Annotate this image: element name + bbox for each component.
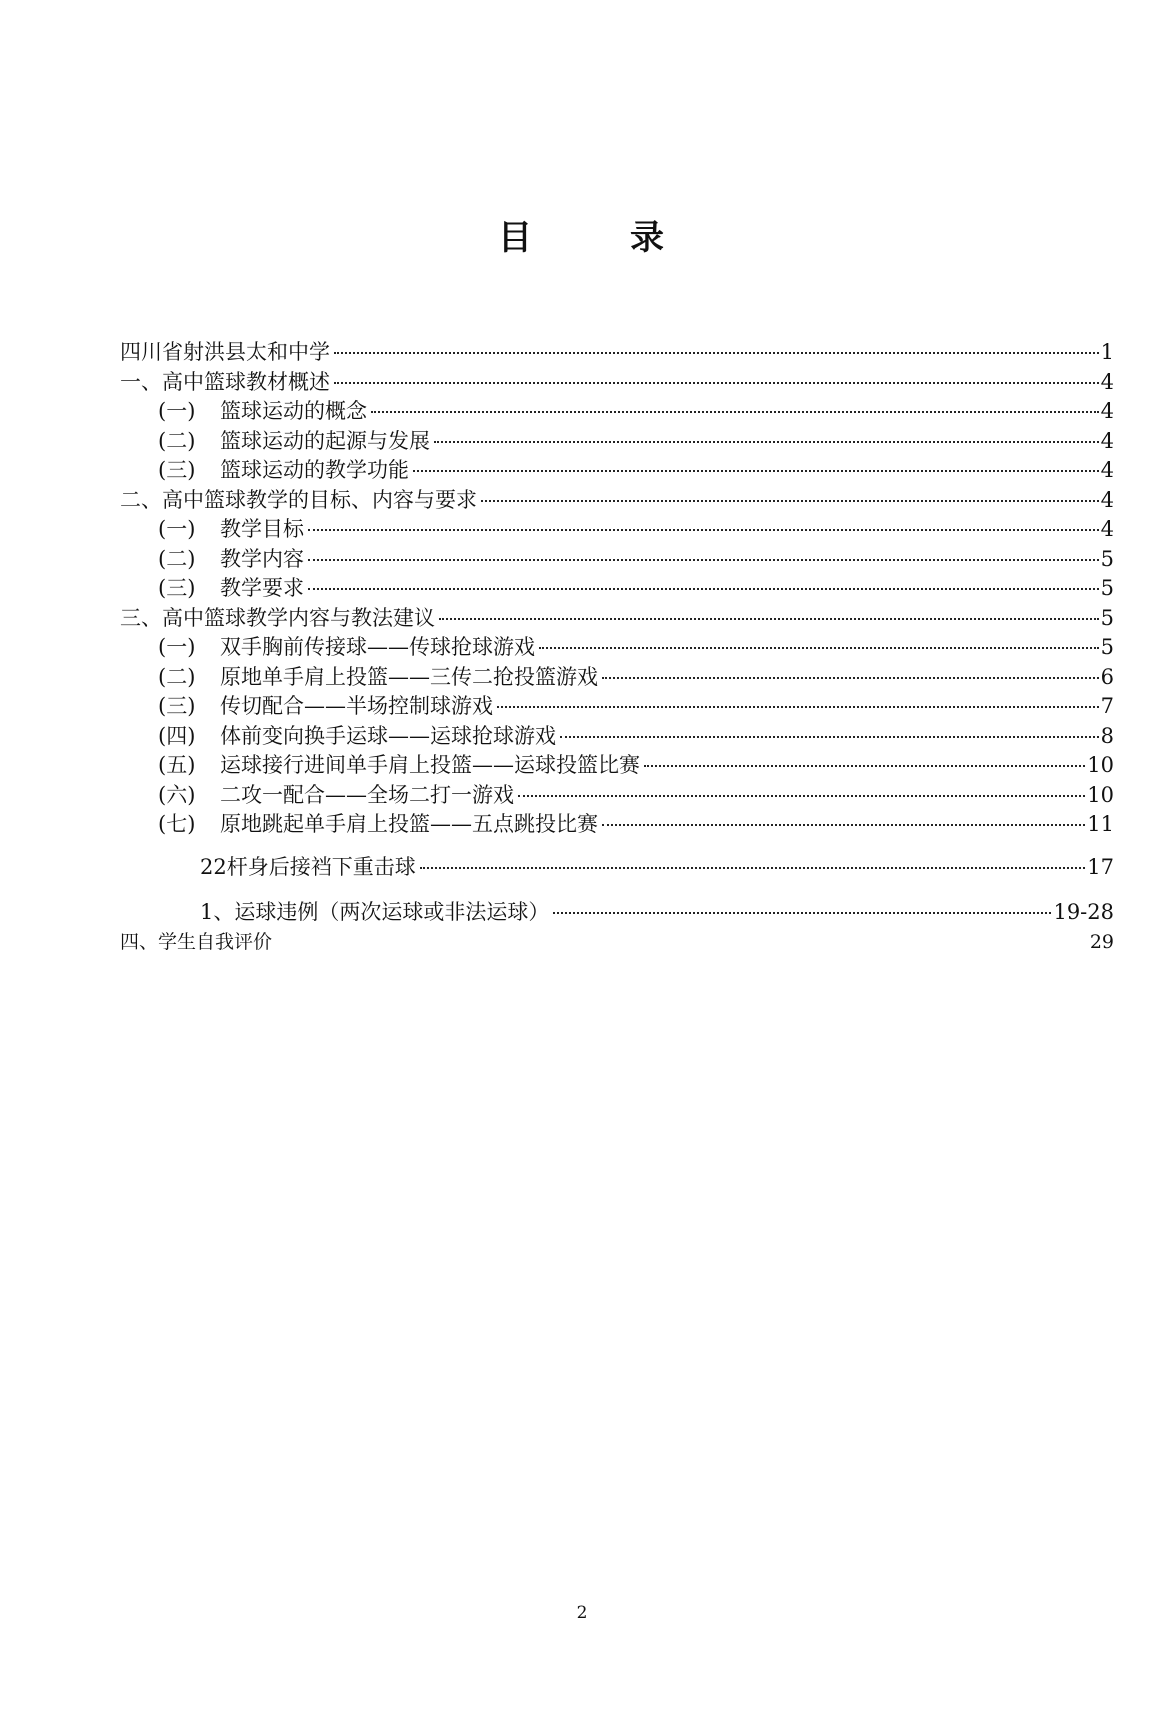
toc-dot-leader	[644, 765, 1085, 767]
toc-entry-page: 29	[1089, 931, 1114, 953]
toc-entry-page: 7	[1100, 694, 1114, 718]
toc-entry-page: 5	[1100, 606, 1114, 630]
toc-entry[interactable]	[120, 486, 1114, 514]
toc-entry-number: (七)	[158, 812, 196, 836]
toc-entry[interactable]	[200, 898, 1114, 926]
toc-entry[interactable]	[158, 692, 1114, 720]
toc-entry-page: 5	[1100, 547, 1114, 571]
toc-entry-page: 17	[1087, 855, 1114, 879]
toc-entry[interactable]	[158, 663, 1114, 691]
toc-entry-page: 5	[1100, 635, 1114, 659]
toc-dot-leader	[371, 411, 1099, 413]
toc-dot-leader	[553, 912, 1051, 914]
page-number: 2	[576, 1603, 588, 1623]
toc-dot-leader	[518, 795, 1085, 797]
toc-entry-text: 二攻一配合——全场二打一游戏	[220, 783, 514, 807]
title-char-1: 目	[498, 218, 534, 258]
toc-entry-text: 篮球运动的教学功能	[220, 458, 409, 482]
toc-entry-text: 运球接行进间单手肩上投篮——运球投篮比赛	[220, 753, 640, 777]
toc-entry-page: 11	[1087, 812, 1114, 836]
toc-entry-text: 教学要求	[220, 576, 304, 600]
toc-entry-text: 三、高中篮球教学内容与教法建议	[120, 606, 435, 630]
toc-entry[interactable]	[158, 574, 1114, 602]
toc-dot-leader	[420, 867, 1086, 869]
toc-entry[interactable]	[120, 368, 1114, 396]
toc-dot-leader	[334, 382, 1099, 384]
toc-entry-page: 4	[1100, 517, 1114, 541]
toc-entry-number: (二)	[158, 547, 196, 571]
toc-entry-text: 1、运球违例（两次运球或非法运球）	[200, 900, 550, 924]
toc-entry[interactable]	[158, 397, 1114, 425]
toc-entry-text: 二、高中篮球教学的目标、内容与要求	[120, 488, 477, 512]
toc-entry-number: (一)	[158, 635, 196, 659]
toc-entry-page: 8	[1100, 724, 1114, 748]
toc-dot-leader	[481, 500, 1099, 502]
toc-entry-text: 四川省射洪县太和中学	[120, 340, 330, 364]
toc-dot-leader	[560, 736, 1099, 738]
toc-entry-page: 10	[1087, 783, 1114, 807]
toc-entry-page: 4	[1100, 488, 1114, 512]
toc-entry-text: 22杆身后接裆下重击球	[200, 855, 416, 879]
toc-entry[interactable]	[200, 853, 1114, 881]
toc-dot-leader	[308, 588, 1099, 590]
toc-entry[interactable]	[158, 751, 1114, 779]
toc-entry-page: 4	[1100, 370, 1114, 394]
toc-entry[interactable]	[158, 633, 1114, 661]
toc-dot-leader	[539, 647, 1099, 649]
toc-entry-page: 4	[1100, 458, 1114, 482]
toc-entry[interactable]	[120, 928, 1114, 956]
toc-entry[interactable]	[120, 338, 1114, 366]
toc-entry[interactable]	[158, 810, 1114, 838]
toc-entry-number: (一)	[158, 517, 196, 541]
toc-dot-leader	[334, 352, 1099, 354]
toc-entry[interactable]	[158, 427, 1114, 455]
toc-entry-text: 传切配合——半场控制球游戏	[220, 694, 493, 718]
toc-entry[interactable]	[158, 515, 1114, 543]
toc-entry-number: (二)	[158, 429, 196, 453]
toc-dot-leader	[308, 529, 1099, 531]
toc-entry[interactable]	[120, 604, 1114, 632]
toc-entry-number: (三)	[158, 576, 196, 600]
toc-entry-page: 4	[1100, 429, 1114, 453]
toc-entry-text: 双手胸前传接球——传球抢球游戏	[220, 635, 535, 659]
toc-dot-leader	[434, 441, 1099, 443]
toc-entry-page: 4	[1100, 399, 1114, 423]
toc-entry-number: (六)	[158, 783, 196, 807]
toc-entry-text: 教学内容	[220, 547, 304, 571]
toc-dot-leader	[413, 470, 1099, 472]
toc-entry-page: 1	[1100, 340, 1114, 364]
toc-entry-page: 6	[1100, 665, 1114, 689]
toc-entry-page: 10	[1087, 753, 1114, 777]
toc-entry[interactable]	[158, 545, 1114, 573]
toc-entry[interactable]	[158, 456, 1114, 484]
toc-dot-leader	[497, 706, 1099, 708]
toc-entry-text: 原地单手肩上投篮——三传二抢投篮游戏	[220, 665, 598, 689]
toc-entry-text: 四、学生自我评价	[120, 931, 273, 953]
toc-entry[interactable]	[158, 722, 1114, 750]
toc-entry-text: 原地跳起单手肩上投篮——五点跳投比赛	[220, 812, 598, 836]
toc-entry-text: 体前变向换手运球——运球抢球游戏	[220, 724, 556, 748]
toc-dot-leader	[602, 824, 1085, 826]
toc-entry-text: 一、高中篮球教材概述	[120, 370, 330, 394]
toc-entry-number: (三)	[158, 694, 196, 718]
toc-dot-leader	[308, 559, 1099, 561]
toc-entry[interactable]	[158, 781, 1114, 809]
toc-entry-number: (四)	[158, 724, 196, 748]
title-char-2: 录	[630, 218, 666, 258]
toc-entry-page: 5	[1100, 576, 1114, 600]
toc-entry-number: (三)	[158, 458, 196, 482]
toc-entry-page: 19-28	[1053, 900, 1114, 924]
toc-entry-number: (五)	[158, 753, 196, 777]
toc-dot-leader	[602, 677, 1099, 679]
toc-entry-number: (一)	[158, 399, 196, 423]
toc-entry-number: (二)	[158, 665, 196, 689]
toc-dot-leader	[439, 618, 1099, 620]
toc-entry-text: 教学目标	[220, 517, 304, 541]
toc-entry-text: 篮球运动的起源与发展	[220, 429, 430, 453]
toc-entry-text: 篮球运动的概念	[220, 399, 367, 423]
